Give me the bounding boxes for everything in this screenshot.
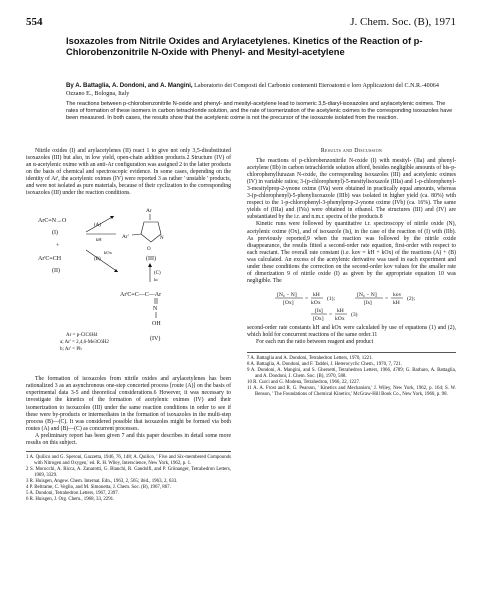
product-iii-label: (III) [146, 256, 156, 263]
plus-sign: + [56, 243, 60, 250]
oxime-hydroxyl: OH [152, 321, 161, 328]
journal-citation: J. Chem. Soc. (B), 1971 [350, 16, 456, 28]
arrow-route-b [86, 250, 118, 272]
reaction-scheme [26, 202, 231, 372]
footnote: 11 A. A. Frost and R. G. Pearson, ' Kinetics and Mechanism,' J. Wiley, New York, 1962, p. 164; S. W. Benson, ' The Foundations of Chemical Kinetics,' McGraw-Hill Book Co., New York, 1960, p. 98. [247, 386, 456, 398]
reactant-arylacetylene: Ar'C≡CH [38, 256, 62, 263]
reactant-nitrile-oxide: ArC≡N→O [38, 218, 67, 225]
k-ox-label: kOx [104, 250, 112, 256]
route-b-label: (B) [94, 257, 101, 263]
footnote: 10 R. Curci and G. Modena, Tetrahedron, 1966, 22, 1227. [247, 380, 361, 386]
preliminary-report-paragraph: A preliminary report has been given 7 and this paper describes in detail some more results on this subject. [26, 432, 231, 446]
svg-text:kH: kH [313, 291, 320, 298]
svg-text:kOx: kOx [335, 315, 345, 322]
svg-text:[Is]: [Is] [315, 307, 323, 314]
ar-prime-a-definition: a; Ar' = 2,4,6-Me3C6H2 [60, 340, 109, 346]
reactant-arylacetylene-label: (II) [52, 268, 60, 275]
rate-equations [247, 288, 456, 322]
svg-text:kOx: kOx [311, 299, 321, 306]
k-h-label: kH [96, 237, 102, 243]
oxime-nitrogen: N [153, 306, 158, 313]
footnote: 9 A. Dondoni, A. Mangini, and S. Ghersetti, Tetrahedron Letters, 1966, 4789; G. Barbaro, A. Battaglia, and A. Dondoni, J. Chem. Soc. (B), 1970, 588. [247, 368, 456, 380]
intro-paragraph: Nitrile oxides (I) and arylacetylenes (II) react 1 to give not only 3,5-disubstituted isoxazoles (III) but also, in low yield, open-chain addition products.2 Structure (IV) of an α-acetylenic oxime with an anti-Ar configuration was assigned 2 to the latter products on the basis of chemical and spectroscopic evidence. In some cases, depending on the identity of Ar', the acetylenic oximes (IV) were reported 3 as rather ' unstable ' products, and were not isolated as pure materials, because of their cyclization to the corresponding isoxazoles (III) under the reaction conditions. [26, 148, 231, 197]
running-header [26, 16, 456, 30]
rate-equations-drawing [247, 288, 456, 322]
article-title: Isoxazoles from Nitrile Oxides and Arylacetylenes. Kinetics of the Reaction of p-Chlorobenzonitrile N-Oxide with Phenyl- and Mesityl-acetylene [66, 35, 423, 57]
footnote: 7 A. Battaglia and A. Dondoni, Tetrahedron Letters, 1970, 1221. [247, 356, 373, 362]
svg-text:kH: kH [393, 299, 400, 306]
svg-text:=: = [385, 295, 389, 302]
results-paragraph: The reactions of p-chlorobenzonitrile N-oxide (I) with mesityl- (IIa) and phenyl-acetylene (IIb) in carbon tetrachloride solution afford, besides negligible amounts of bis-p-chlorophenylfurazan N-oxide, the corresponding isoxazoles (III) and acetylenic oximes (IV) in variable ratios; 3-(p-chlorophenyl)-5-mesitylisoxazole (IIIa) and 1-p-chlorophenyl-3-mesitylprop-2-ynone oxime (IVa) were obtained in practically equal amounts, whereas 3-(p-chlorophenyl)-5-phenylisoxazole (IIIb) was isolated in higher yield (ca. 80%) with respect to the 1-p-chlorophenyl-3-phenylprop-2-ynone oxime (IVb) (ca. 16%). The same yields of (IIIa) and (IVa) were obtained in ethanol. The structures (III) and (IV) are substantiated by the i.r. and n.m.r. spectra of the products.8 [247, 158, 456, 221]
arrowhead-route-a [110, 216, 114, 219]
author-affiliation: Laboratorio dei Composti del Carbonio contenenti Eteroatomi e loro Applicazioni del C.N.R.-40064 Ozzano E., Bologna, Italy [66, 83, 439, 97]
svg-text:O: O [147, 247, 151, 253]
footnote: 6 R. Huisgen, J. Org. Chem., 1968, 33, 2291. [26, 496, 115, 502]
footnote: 5 A. Dondoni, Tetrahedron Letters, 1967, 2397. [26, 490, 119, 496]
ar-prime-b-definition: b; Ar' = Ph [60, 347, 82, 353]
kinetics-paragraph: Kinetic runs were followed by quantitative i.r. spectroscopy of nitrile oxide (N), acetylenic oxime (Ox), and of isoxazole (Is), in the case of the reaction of (I) with (IIb). As previously reported,9 when the reaction was followed by the nitrile oxide disappearance, the results fitted a second-order rate equation, first-order with respect to each reactant. The overall rate constant (i.e. kov = kH + kOx) of the reactions (A) + (B) was calculated. An excess of the acetylenic derivative was used in each experiment and under these conditions the correction on the second-order kov values for the smaller rate of dimerization 9 of nitrile oxide (I) as given by the appropriate equation 10 was negligible. The [247, 221, 456, 284]
eq3-label: (3) [351, 311, 358, 318]
footnote: 1 A. Quilico and G. Speroni, Gazzetta, 1946, 76, 148; A. Quilico, ' Five and Six-membered Compounds with Nitrogen and Oxygen,' ed. R. H. Wiley, Interscience, New York, 1962, p. 1. [26, 454, 231, 466]
footnotes-right [247, 352, 456, 398]
ar-definition: Ar = p-ClC6H4 [66, 333, 98, 339]
svg-text:Ar: Ar [146, 208, 152, 215]
author-block [66, 82, 446, 98]
abstract: The reactions between p-chlorobenzonitrile N-oxide and phenyl- and mesityl-acetylene lead to isomeric 3,5-diaryl-isoxazoles and arylacetylenic oximes. The rates of formation of these isomers in carbon tetrachloride solution, and the rate of isomerization of the acetylenic oximes to the corresponding isoxazoles have been measured. In both cases, the results show that the acetylenic oxime is not the precursor of the isoxazole isolated from the reaction. [66, 101, 453, 121]
product-iv-label: (IV) [150, 336, 161, 343]
reactant-nitrile-oxide-label: (I) [52, 230, 58, 237]
footnote: 8 A. Battaglia, A. Dondoni, and F. Taddei, J. Heterocyclic Chem., 1970, 7, 721. [247, 362, 402, 368]
mechanism-paragraph: The formation of isoxazoles from nitrile oxides and arylacetylenes has been rationalized 3 as an asynchronous one-step concerted process [route (A)] on the basis of experimental data 3-5 and theoretical considerations.6 However, it was necessary to investigate the kinetics of the formation of acetylenic oximes (IV) and their isomerization to isoxazoles (III) under the same reaction conditions in order to see if these were by-products or intermediates in the formation of isoxazoles in the multi-step process (B)—(C). It was considered possible that isoxazoles might be formed via both routes (A) and (B)—(C) as concurrent processes. [26, 376, 231, 432]
arrowhead-route-c [148, 263, 152, 267]
reaction-scheme-drawing [26, 202, 231, 372]
route-a-label: (A) [94, 223, 101, 229]
eq2-label: (2); [407, 295, 416, 302]
svg-text:=: = [329, 311, 333, 318]
k-c-label: kc [154, 277, 159, 283]
svg-text:N: N [160, 236, 164, 242]
left-column [26, 148, 231, 503]
oxime-structure: Ar'C≡C—C—Ar [120, 292, 162, 299]
svg-text:kH: kH [337, 307, 344, 314]
author-names: By A. Battaglia, A. Dondoni, and A. Mangini, [66, 82, 193, 89]
right-column [247, 148, 456, 398]
svg-text:kov: kov [393, 291, 402, 298]
footnotes-left [26, 451, 231, 503]
page-number: 554 [26, 16, 43, 28]
svg-text:[Ox]: [Ox] [313, 315, 324, 322]
isoxazole-ring [141, 222, 161, 242]
svg-text:[Ox]: [Ox] [283, 299, 294, 306]
section-heading: Results and Discussion [320, 148, 383, 154]
svg-text:[Is]: [Is] [364, 299, 372, 306]
svg-text:[N₀ − N]: [N₀ − N] [357, 291, 377, 298]
footnote: 4 P. Beltrame, C. Veglio, and M. Simonetta, J. Chem. Soc. (B), 1967, 867. [26, 484, 171, 490]
svg-text:[N₀ − N]: [N₀ − N] [277, 291, 297, 298]
svg-text:=: = [305, 295, 309, 302]
route-c-label: (C) [154, 271, 161, 277]
ratio-paragraph: For each run the ratio between reagent and product [256, 338, 374, 345]
svg-text:Ar': Ar' [122, 234, 129, 241]
footnote: 2 S. Morocchi, A. Ricca, A. Zanarotti, G. Bianchi, R. Gandolfi, and P. Grünanger, Tetrahedron Letters, 1969, 3329. [26, 466, 231, 478]
footnote: 3 R. Huisgen, Angew. Chem. Internat. Edn., 1963, 2, 565; ibid., 1963, 2, 633. [26, 478, 178, 484]
rate-constants-paragraph: second-order rate constants kH and kOx were calculated by use of equations (1) and (2), which hold for concurrent reactions of the same order.11 [247, 324, 456, 338]
eq1-label: (1); [327, 295, 336, 302]
